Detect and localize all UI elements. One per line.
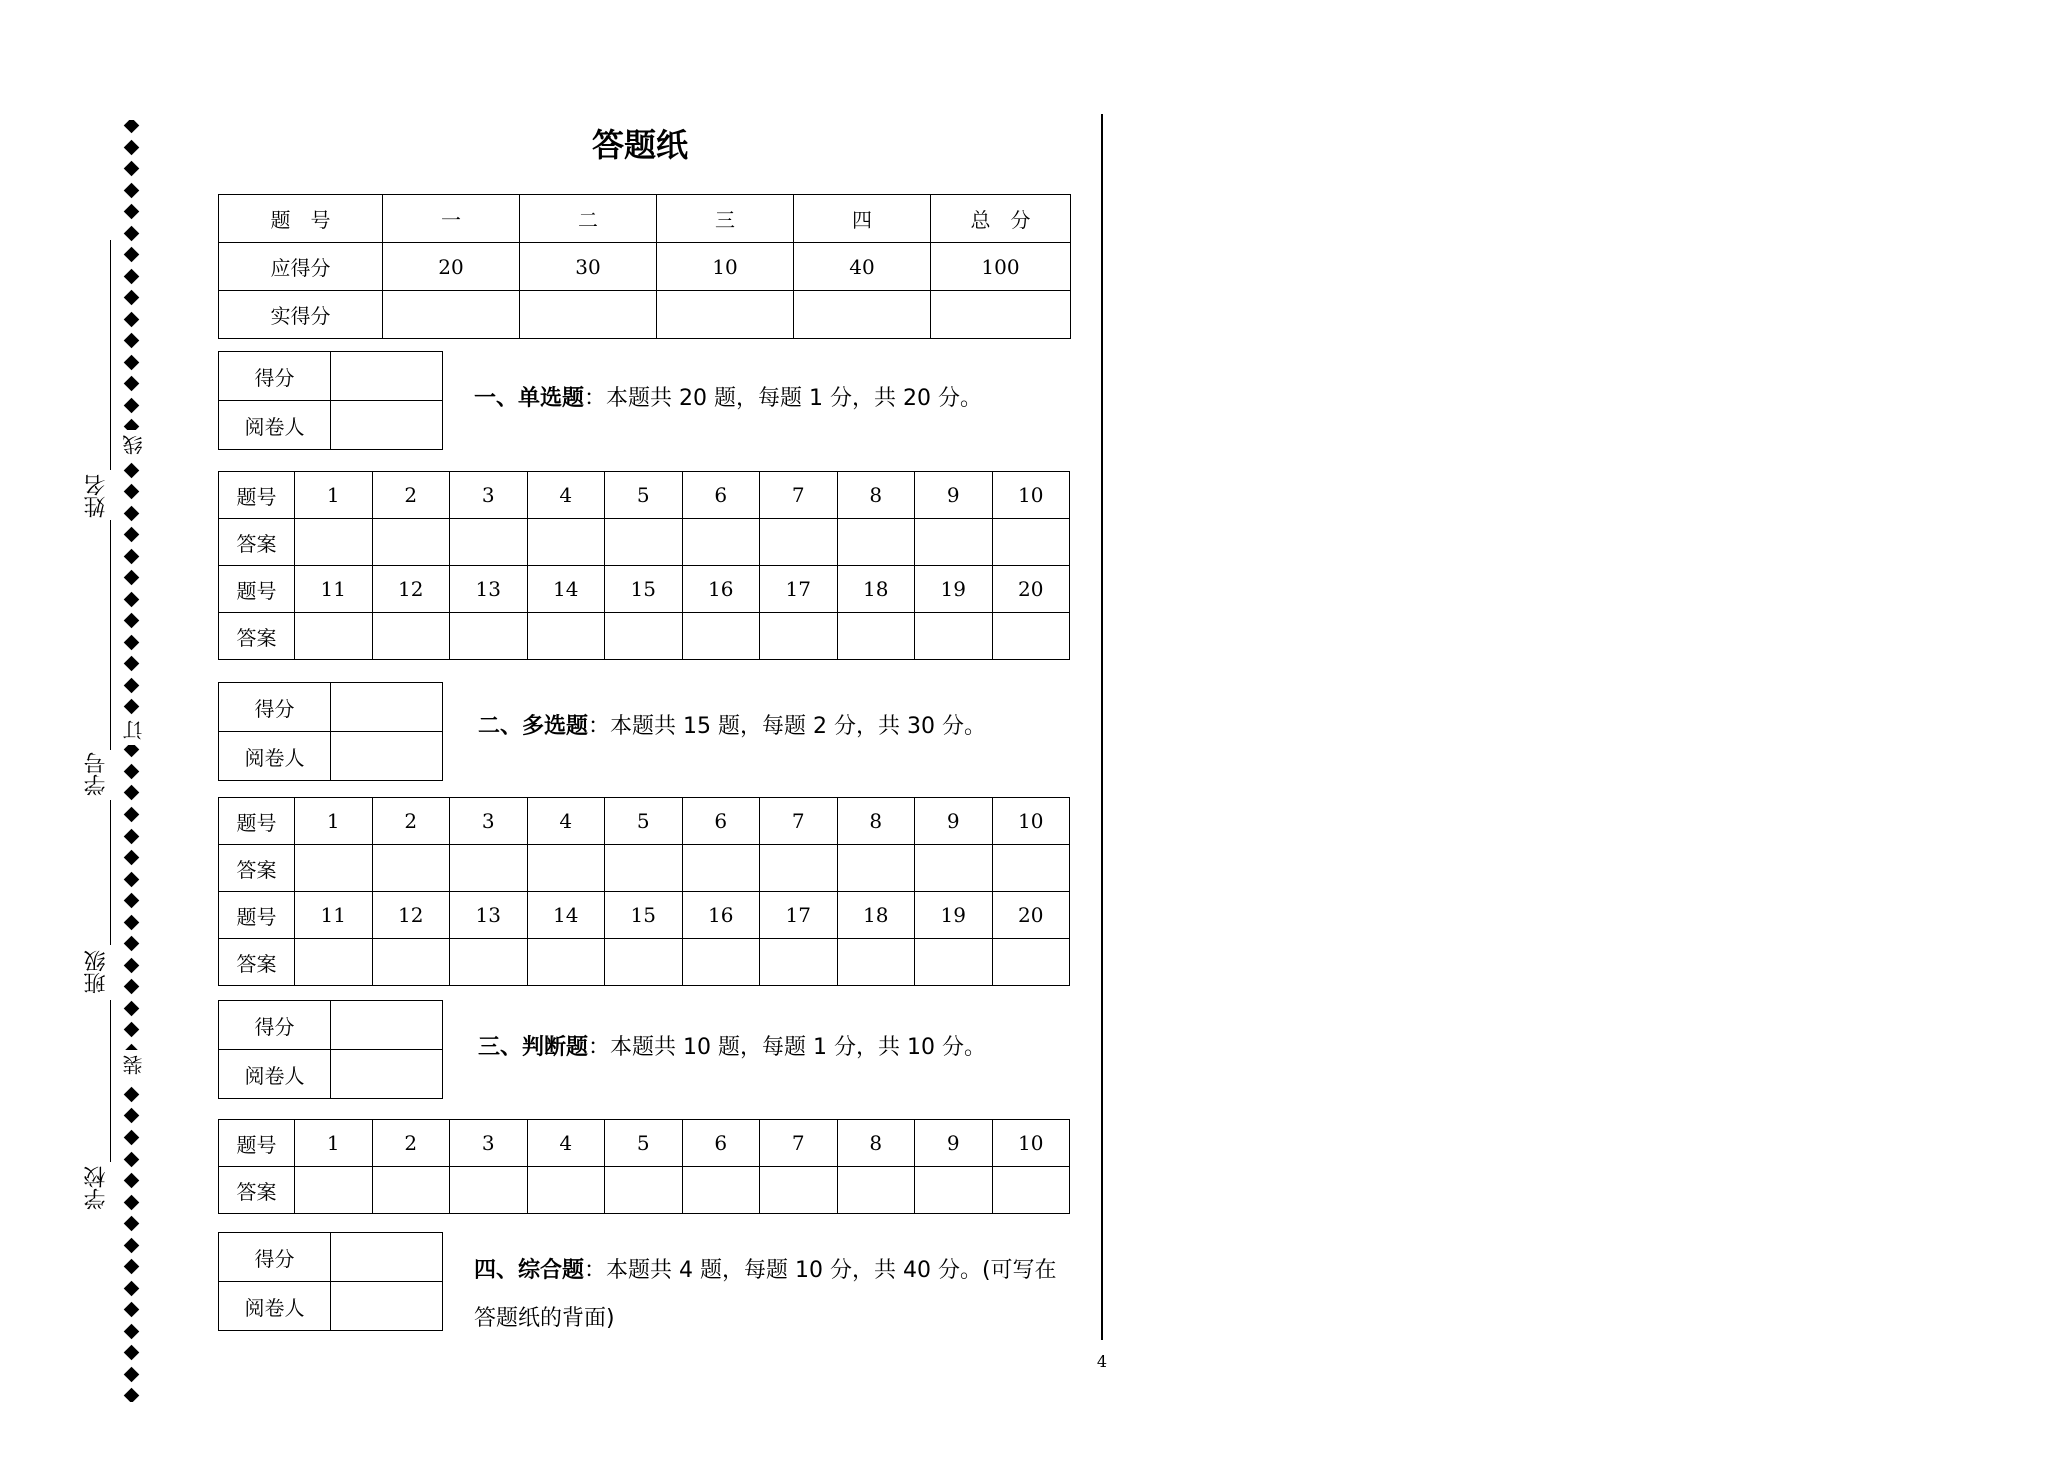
question-number-cell: 7 (760, 1120, 838, 1167)
answer-cell[interactable] (760, 519, 838, 566)
answer-cell[interactable] (527, 939, 605, 986)
binding-diamond (123, 807, 139, 823)
binding-diamond (123, 355, 139, 371)
answer-table-section-1 (218, 471, 1070, 660)
answer-cell[interactable] (992, 519, 1070, 566)
binding-diamond (123, 1280, 139, 1296)
question-number-cell: 8 (837, 798, 915, 845)
answer-cell[interactable] (372, 939, 450, 986)
answer-cell[interactable] (760, 845, 838, 892)
binding-diamond (123, 398, 139, 414)
score-label: 得分 (219, 352, 331, 401)
binding-diamond (123, 850, 139, 866)
expected-score-cell: 40 (794, 243, 931, 291)
answer-cell[interactable] (915, 845, 993, 892)
question-number-cell: 9 (915, 472, 993, 519)
binding-diamond (123, 484, 139, 500)
binding-diamond (123, 785, 139, 801)
question-number-cell: 18 (837, 892, 915, 939)
expected-score-cell: 100 (931, 243, 1071, 291)
row-label: 题号 (219, 892, 295, 939)
binding-diamond (123, 1367, 139, 1383)
binding-diamond (123, 828, 139, 844)
page-title: 答题纸 (591, 126, 688, 164)
question-number-cell: 6 (682, 798, 760, 845)
question-number-cell: 3 (450, 798, 528, 845)
question-number-cell: 19 (915, 566, 993, 613)
question-number-cell: 5 (605, 798, 683, 845)
score-summary-table (218, 194, 1071, 339)
question-number-cell: 1 (295, 472, 373, 519)
question-number-cell: 10 (992, 1120, 1070, 1167)
grader-box-section-3 (218, 1000, 443, 1099)
answer-cell[interactable] (992, 939, 1070, 986)
section-1-heading: 一、单选题：本题共 20 题，每题 1 分，共 20 分。 (474, 386, 982, 411)
table-row (219, 613, 1070, 660)
grader-cell[interactable] (331, 401, 443, 450)
row-label: 答案 (219, 939, 295, 986)
binding-diamond (123, 139, 139, 155)
row-label: 题号 (219, 472, 295, 519)
question-number-cell: 20 (992, 566, 1070, 613)
binding-diamond (123, 893, 139, 909)
binding-diamond (123, 247, 139, 263)
row-label: 题号 (219, 566, 295, 613)
header-cell: 一 (383, 195, 520, 243)
binding-diamond (123, 312, 139, 328)
binding-diamond (123, 957, 139, 973)
table-row (219, 939, 1070, 986)
binding-diamond (123, 1087, 139, 1103)
binding-diamond (123, 527, 139, 543)
answer-cell[interactable] (527, 1167, 605, 1214)
answer-cell[interactable] (450, 1167, 528, 1214)
question-number-cell: 18 (837, 566, 915, 613)
binding-diamond (123, 1388, 139, 1402)
answer-cell[interactable] (605, 939, 683, 986)
binding-diamond (123, 1001, 139, 1017)
row-label: 答案 (219, 845, 295, 892)
table-row (219, 1120, 1070, 1167)
binding-diamond (123, 591, 139, 607)
answer-cell[interactable] (837, 939, 915, 986)
binding-diamond (123, 333, 139, 349)
question-number-cell: 2 (372, 798, 450, 845)
binding-diamond (123, 1323, 139, 1339)
binding-diamond (123, 1151, 139, 1167)
binding-diamond (123, 1345, 139, 1361)
binding-diamond (123, 376, 139, 392)
binding-diamond (123, 1194, 139, 1210)
actual-score-cell[interactable] (657, 291, 794, 339)
binding-diamond (123, 1302, 139, 1318)
binding-diamond (123, 182, 139, 198)
binding-diamond (123, 979, 139, 995)
row-label: 实得分 (219, 291, 383, 339)
page-number: 4 (1096, 1352, 1108, 1371)
answer-table-section-3 (218, 1119, 1070, 1214)
grader-label: 阅卷人 (219, 1282, 331, 1331)
answer-cell[interactable] (915, 939, 993, 986)
question-number-cell: 9 (915, 798, 993, 845)
binding-diamond (123, 1130, 139, 1146)
binding-diamond (123, 1173, 139, 1189)
question-number-cell: 3 (450, 472, 528, 519)
answer-cell[interactable] (760, 1167, 838, 1214)
expected-score-cell: 30 (520, 243, 657, 291)
answer-cell[interactable] (682, 939, 760, 986)
binding-diamond (123, 462, 139, 478)
table-row (219, 566, 1070, 613)
table-row (219, 519, 1070, 566)
question-number-cell: 15 (605, 566, 683, 613)
expected-score-cell: 10 (657, 243, 794, 291)
binding-diamond (123, 1022, 139, 1038)
row-label: 应得分 (219, 243, 383, 291)
answer-cell[interactable] (992, 845, 1070, 892)
grader-box-section-4 (218, 1232, 443, 1331)
header-cell: 总 分 (931, 195, 1071, 243)
question-number-cell: 15 (605, 892, 683, 939)
question-number-cell: 5 (605, 472, 683, 519)
question-number-cell: 1 (295, 798, 373, 845)
answer-cell[interactable] (837, 613, 915, 660)
binding-diamond (123, 699, 139, 715)
binding-diamond (123, 1108, 139, 1124)
question-number-cell: 9 (915, 1120, 993, 1167)
expected-score-cell: 20 (383, 243, 520, 291)
answer-cell[interactable] (837, 519, 915, 566)
score-cell[interactable] (331, 1233, 443, 1282)
question-number-cell: 4 (527, 1120, 605, 1167)
school-field-label: 学校 (84, 1166, 109, 1210)
answer-table-section-2 (218, 797, 1070, 986)
grader-box-section-1 (218, 351, 443, 450)
grader-label: 阅卷人 (219, 401, 331, 450)
binding-diamond (123, 613, 139, 629)
question-number-cell: 8 (837, 1120, 915, 1167)
question-number-cell: 17 (760, 566, 838, 613)
class-field-label: 班级 (84, 950, 109, 994)
answer-cell[interactable] (605, 613, 683, 660)
question-number-cell: 3 (450, 1120, 528, 1167)
answer-cell[interactable] (295, 845, 373, 892)
name-field-line[interactable] (110, 240, 111, 470)
answer-cell[interactable] (295, 939, 373, 986)
question-number-cell: 10 (992, 472, 1070, 519)
question-number-cell: 12 (372, 566, 450, 613)
question-number-cell: 16 (682, 892, 760, 939)
answer-cell[interactable] (527, 519, 605, 566)
answer-cell[interactable] (605, 1167, 683, 1214)
question-number-cell: 4 (527, 472, 605, 519)
score-cell[interactable] (331, 683, 443, 732)
header-cell: 题 号 (219, 195, 383, 243)
answer-cell[interactable] (450, 845, 528, 892)
row-label: 答案 (219, 1167, 295, 1214)
question-number-cell: 6 (682, 1120, 760, 1167)
binding-diamond (123, 1216, 139, 1232)
question-number-cell: 17 (760, 892, 838, 939)
answer-cell[interactable] (295, 1167, 373, 1214)
actual-score-cell[interactable] (520, 291, 657, 339)
actual-score-cell[interactable] (931, 291, 1071, 339)
question-number-cell: 20 (992, 892, 1070, 939)
question-number-cell: 11 (295, 892, 373, 939)
binding-diamond (123, 871, 139, 887)
answer-cell[interactable] (527, 845, 605, 892)
answer-cell[interactable] (450, 939, 528, 986)
actual-score-cell[interactable] (383, 291, 520, 339)
answer-cell[interactable] (915, 613, 993, 660)
grader-cell[interactable] (331, 732, 443, 781)
score-label: 得分 (219, 683, 331, 732)
binding-diamond (123, 1237, 139, 1253)
binding-diamond (123, 656, 139, 672)
answer-cell[interactable] (915, 519, 993, 566)
row-label: 题号 (219, 798, 295, 845)
binding-diamond (123, 290, 139, 306)
grader-label: 阅卷人 (219, 732, 331, 781)
question-number-cell: 7 (760, 472, 838, 519)
question-number-cell: 2 (372, 472, 450, 519)
section-4-heading: 四、综合题：本题共 4 题，每题 10 分，共 40 分。(可写在答题纸的背面) (474, 1258, 1057, 1331)
question-number-cell: 6 (682, 472, 760, 519)
answer-cell[interactable] (760, 939, 838, 986)
binding-diamond (123, 764, 139, 780)
question-number-cell: 1 (295, 1120, 373, 1167)
answer-cell[interactable] (992, 613, 1070, 660)
answer-cell[interactable] (605, 519, 683, 566)
actual-score-cell[interactable] (794, 291, 931, 339)
section-3-heading: 三、判断题：本题共 10 题，每题 1 分，共 10 分。 (478, 1035, 986, 1060)
score-label: 得分 (219, 1233, 331, 1282)
table-row (219, 291, 1071, 339)
grader-cell[interactable] (331, 1282, 443, 1331)
answer-cell[interactable] (295, 519, 373, 566)
binding-char-xian: 线 (119, 430, 143, 460)
row-label: 答案 (219, 613, 295, 660)
name-field-label: 姓名 (84, 474, 109, 518)
binding-diamond (123, 161, 139, 177)
grader-cell[interactable] (331, 1050, 443, 1099)
question-number-cell: 8 (837, 472, 915, 519)
binding-diamond (123, 505, 139, 521)
table-row (219, 845, 1070, 892)
binding-diamond (123, 120, 139, 133)
question-number-cell: 13 (450, 892, 528, 939)
answer-cell[interactable] (527, 613, 605, 660)
question-number-cell: 4 (527, 798, 605, 845)
answer-cell[interactable] (372, 519, 450, 566)
table-row (219, 798, 1070, 845)
question-number-cell: 5 (605, 1120, 683, 1167)
binding-diamond (123, 1259, 139, 1275)
grader-box-section-2 (218, 682, 443, 781)
header-cell: 二 (520, 195, 657, 243)
question-number-cell: 2 (372, 1120, 450, 1167)
table-row (219, 892, 1070, 939)
answer-cell[interactable] (915, 1167, 993, 1214)
question-number-cell: 10 (992, 798, 1070, 845)
binding-diamond (123, 678, 139, 694)
answer-cell[interactable] (450, 613, 528, 660)
class-field-line[interactable] (110, 800, 111, 945)
answer-cell[interactable] (682, 613, 760, 660)
binding-diamond (123, 225, 139, 241)
question-number-cell: 12 (372, 892, 450, 939)
answer-cell[interactable] (372, 845, 450, 892)
answer-cell[interactable] (450, 519, 528, 566)
answer-cell[interactable] (837, 1167, 915, 1214)
student-id-field-line[interactable] (110, 520, 111, 750)
question-number-cell: 13 (450, 566, 528, 613)
binding-diamond-column (121, 120, 141, 1402)
binding-char-ding: 订 (119, 715, 143, 745)
section-2-heading: 二、多选题：本题共 15 题，每题 2 分，共 30 分。 (478, 714, 986, 739)
answer-cell[interactable] (760, 613, 838, 660)
question-number-cell: 11 (295, 566, 373, 613)
row-label: 题号 (219, 1120, 295, 1167)
score-cell[interactable] (331, 352, 443, 401)
answer-cell[interactable] (682, 1167, 760, 1214)
answer-cell[interactable] (682, 519, 760, 566)
row-label: 答案 (219, 519, 295, 566)
table-row (219, 195, 1071, 243)
binding-diamond (123, 204, 139, 220)
table-row (219, 472, 1070, 519)
answer-cell[interactable] (605, 845, 683, 892)
answer-cell[interactable] (992, 1167, 1070, 1214)
answer-cell[interactable] (372, 613, 450, 660)
answer-cell[interactable] (682, 845, 760, 892)
binding-diamond (123, 548, 139, 564)
binding-diamond (123, 570, 139, 586)
question-number-cell: 14 (527, 566, 605, 613)
question-number-cell: 14 (527, 892, 605, 939)
grader-label: 阅卷人 (219, 1050, 331, 1099)
question-number-cell: 19 (915, 892, 993, 939)
binding-diamond (123, 268, 139, 284)
header-cell: 四 (794, 195, 931, 243)
header-cell: 三 (657, 195, 794, 243)
score-cell[interactable] (331, 1001, 443, 1050)
student-id-field-label: 学号 (84, 752, 109, 796)
binding-diamond (123, 914, 139, 930)
question-number-cell: 7 (760, 798, 838, 845)
binding-char-zhuang: 装 (119, 1050, 143, 1080)
question-number-cell: 16 (682, 566, 760, 613)
answer-cell[interactable] (295, 613, 373, 660)
binding-diamond (123, 936, 139, 952)
school-field-line[interactable] (110, 1000, 111, 1162)
table-row (219, 1167, 1070, 1214)
binding-diamond (123, 634, 139, 650)
score-label: 得分 (219, 1001, 331, 1050)
answer-cell[interactable] (837, 845, 915, 892)
answer-cell[interactable] (372, 1167, 450, 1214)
page-divider-line (1101, 114, 1103, 1340)
table-row (219, 243, 1071, 291)
